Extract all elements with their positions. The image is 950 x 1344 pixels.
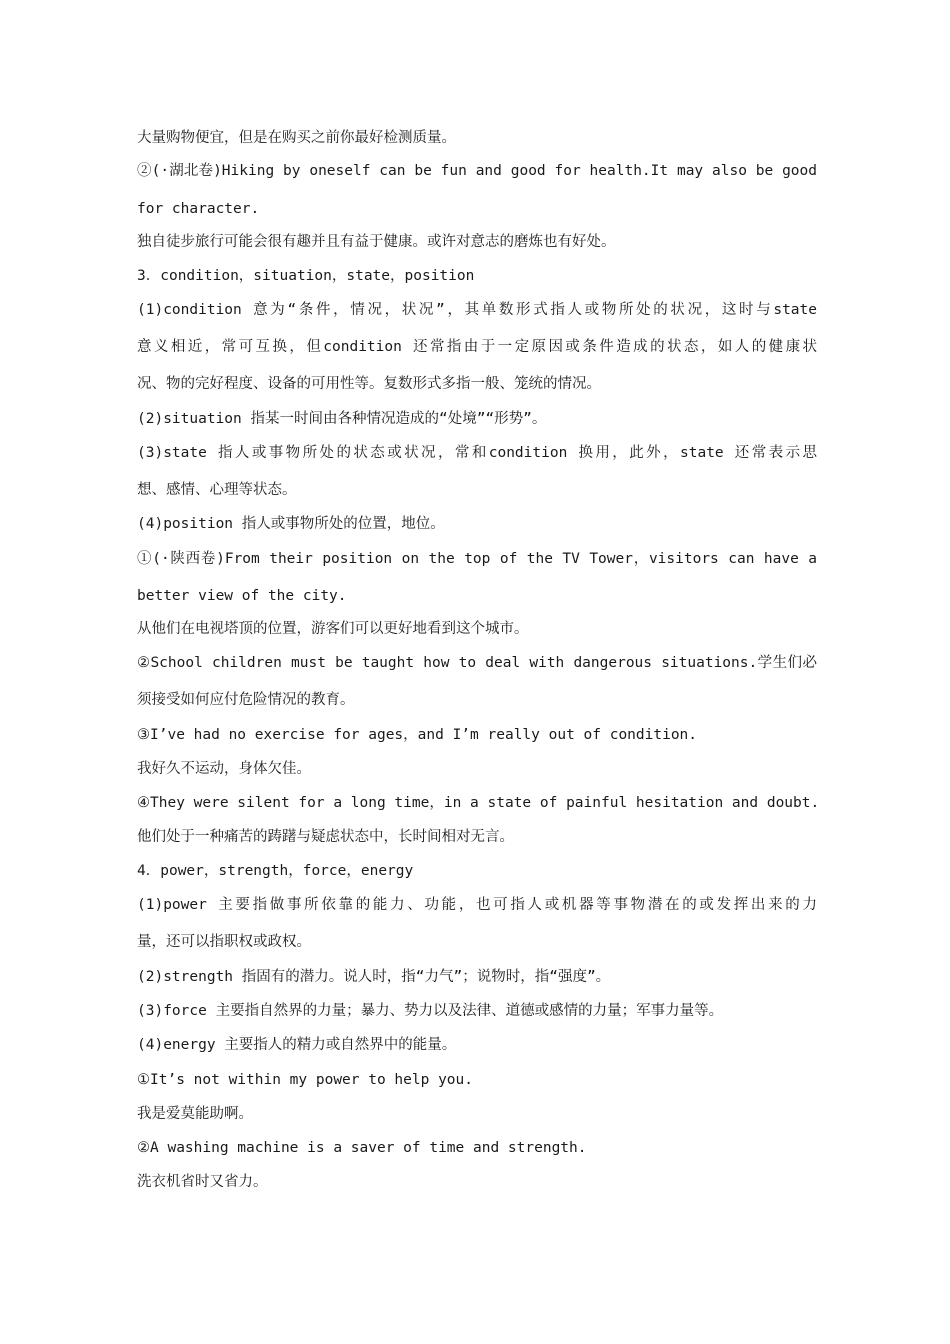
text-line: (4)energy 主要指人的精力或自然界中的能量。 xyxy=(137,1037,457,1053)
text-line: for character. xyxy=(137,201,260,217)
text-line: (2)situation 指某一时间由各种情况造成的“处境”“形势”。 xyxy=(137,411,547,427)
text-line: (3)state 指人或事物所处的状态或状况，常和condition 换用，此外，state 还常表示思 xyxy=(137,445,817,461)
example-line: ①(·陕西卷)From their position on the top of the TV Tower，visitors can have a xyxy=(137,551,817,567)
translation-line: 我是爱莫能助啊。 xyxy=(137,1106,253,1122)
text-line: (2)strength 指固有的潜力。说人时，指“力气”；说物时，指“强度”。 xyxy=(137,969,611,985)
example-line: ④They were silent for a long time，in a state of painful hesitation and doubt. xyxy=(137,795,820,811)
text-line: ②(·湖北卷)Hiking by oneself can be fun and good for health.It may also be good xyxy=(137,163,817,179)
translation-line: 洗衣机省时又省力。 xyxy=(137,1174,268,1190)
text-line: 想、感情、心理等状态。 xyxy=(137,482,297,498)
translation-line: 须接受如何应付危险情况的教育。 xyxy=(137,692,355,708)
example-line: better view of the city. xyxy=(137,588,347,604)
section-heading: 4．power，strength，force，energy xyxy=(137,863,414,879)
section-heading: 3．condition，situation，state，position xyxy=(137,268,475,284)
translation-line: 他们处于一种痛苦的踌躇与疑虑状态中，长时间相对无言。 xyxy=(137,829,514,845)
text-line: 独自徒步旅行可能会很有趣并且有益于健康。或许对意志的磨炼也有好处。 xyxy=(137,234,616,250)
translation-line: 我好久不运动，身体欠佳。 xyxy=(137,761,311,777)
text-line: 意义相近，常可互换，但condition 还常指由于一定原因或条件造成的状态，如人的健康状 xyxy=(137,339,817,355)
example-line: ②A washing machine is a saver of time and strength. xyxy=(137,1140,587,1156)
text-line: 量，还可以指职权或政权。 xyxy=(137,934,311,950)
example-line: ①It’s not within my power to help you. xyxy=(137,1072,473,1088)
text-line: (3)force 主要指自然界的力量；暴力、势力以及法律、道德或感情的力量；军事力量等。 xyxy=(137,1003,724,1019)
text-line: (4)position 指人或事物所处的位置，地位。 xyxy=(137,516,445,532)
text-line: (1)condition 意为“条件，情况，状况”，其单数形式指人或物所处的状况，这时与state xyxy=(137,302,817,318)
example-line: ②School children must be taught how to deal with dangerous situations.学生们必 xyxy=(137,655,817,671)
example-line: ③I’ve had no exercise for ages，and I’m really out of condition. xyxy=(137,727,698,743)
translation-line: 从他们在电视塔顶的位置，游客们可以更好地看到这个城市。 xyxy=(137,621,529,637)
text-line: (1)power 主要指做事所依靠的能力、功能，也可指人或机器等事物潜在的或发挥出来的力 xyxy=(137,897,817,913)
text-line: 况、物的完好程度、设备的可用性等。复数形式多指一般、笼统的情况。 xyxy=(137,376,601,392)
text-line: 大量购物便宜，但是在购买之前你最好检测质量。 xyxy=(137,130,456,146)
